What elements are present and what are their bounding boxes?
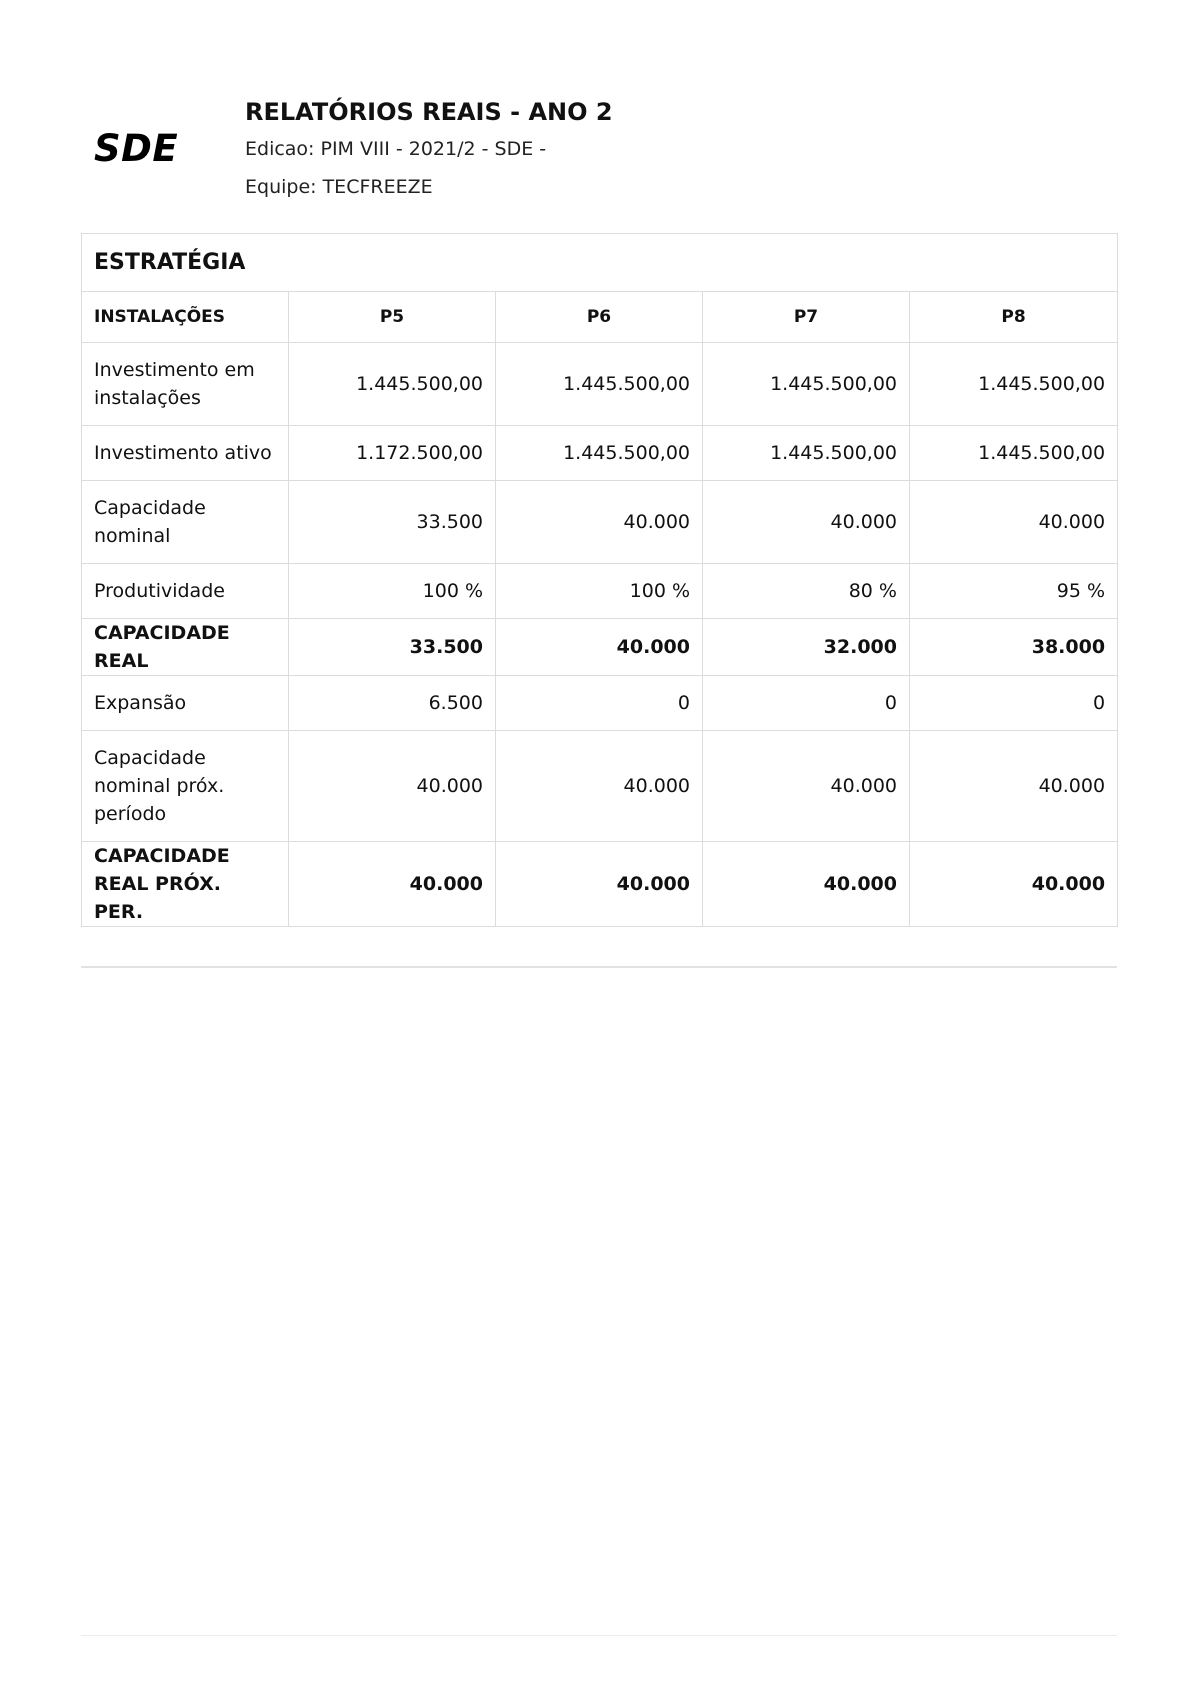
cell-value: 40.000 <box>496 731 703 842</box>
strategy-table-container <box>81 233 1117 927</box>
cell-value: 1.445.500,00 <box>910 426 1118 481</box>
cell-value: 95 % <box>910 564 1118 619</box>
cell-value: 6.500 <box>289 676 496 731</box>
cell-value: 1.445.500,00 <box>703 426 910 481</box>
cell-value: 1.172.500,00 <box>289 426 496 481</box>
cell-value: 100 % <box>289 564 496 619</box>
strategy-table <box>81 233 1118 927</box>
section-divider <box>81 966 1117 968</box>
cell-value: 1.445.500,00 <box>703 343 910 426</box>
cell-value: 1.445.500,00 <box>496 343 703 426</box>
table-row <box>82 343 1118 426</box>
column-header-p6: P6 <box>496 292 703 343</box>
cell-value: 1.445.500,00 <box>289 343 496 426</box>
cell-value: 33.500 <box>289 481 496 564</box>
cell-value: 40.000 <box>703 731 910 842</box>
report-team: Equipe: TECFREEZE <box>245 176 433 198</box>
table-row <box>82 842 1118 927</box>
column-header-p5: P5 <box>289 292 496 343</box>
table-row <box>82 676 1118 731</box>
table-row <box>82 426 1118 481</box>
column-header-row <box>82 292 1118 343</box>
section-title: ESTRATÉGIA <box>82 234 1118 292</box>
cell-value: 100 % <box>496 564 703 619</box>
cell-value: 40.000 <box>289 731 496 842</box>
cell-value: 38.000 <box>910 619 1118 676</box>
cell-value: 40.000 <box>703 481 910 564</box>
cell-value: 80 % <box>703 564 910 619</box>
row-label: CAPACIDADE REAL PRÓX. PER. <box>82 842 289 927</box>
cell-value: 1.445.500,00 <box>910 343 1118 426</box>
row-label: Investimento ativo <box>82 426 289 481</box>
column-header-p7: P7 <box>703 292 910 343</box>
table-row <box>82 481 1118 564</box>
cell-value: 40.000 <box>496 481 703 564</box>
cell-value: 40.000 <box>910 481 1118 564</box>
table-row <box>82 619 1118 676</box>
cell-value: 40.000 <box>910 731 1118 842</box>
cell-value: 40.000 <box>910 842 1118 927</box>
column-header-p8: P8 <box>910 292 1118 343</box>
row-label: Expansão <box>82 676 289 731</box>
cell-value: 40.000 <box>703 842 910 927</box>
row-label: Produtividade <box>82 564 289 619</box>
row-label: Investimento em instalações <box>82 343 289 426</box>
column-header-installations: INSTALAÇÕES <box>82 292 289 343</box>
row-label: Capacidade nominal próx. período <box>82 731 289 842</box>
cell-value: 0 <box>703 676 910 731</box>
table-row <box>82 731 1118 842</box>
cell-value: 33.500 <box>289 619 496 676</box>
row-label: Capacidade nominal <box>82 481 289 564</box>
sde-logo: SDE <box>94 127 179 170</box>
report-title: RELATÓRIOS REAIS - ANO 2 <box>245 98 613 126</box>
report-edition: Edicao: PIM VIII - 2021/2 - SDE - <box>245 138 547 160</box>
cell-value: 40.000 <box>289 842 496 927</box>
cell-value: 40.000 <box>496 619 703 676</box>
table-row <box>82 564 1118 619</box>
page-footer-line <box>81 1635 1117 1636</box>
row-label: CAPACIDADE REAL <box>82 619 289 676</box>
cell-value: 40.000 <box>496 842 703 927</box>
cell-value: 1.445.500,00 <box>496 426 703 481</box>
cell-value: 0 <box>496 676 703 731</box>
cell-value: 0 <box>910 676 1118 731</box>
cell-value: 32.000 <box>703 619 910 676</box>
